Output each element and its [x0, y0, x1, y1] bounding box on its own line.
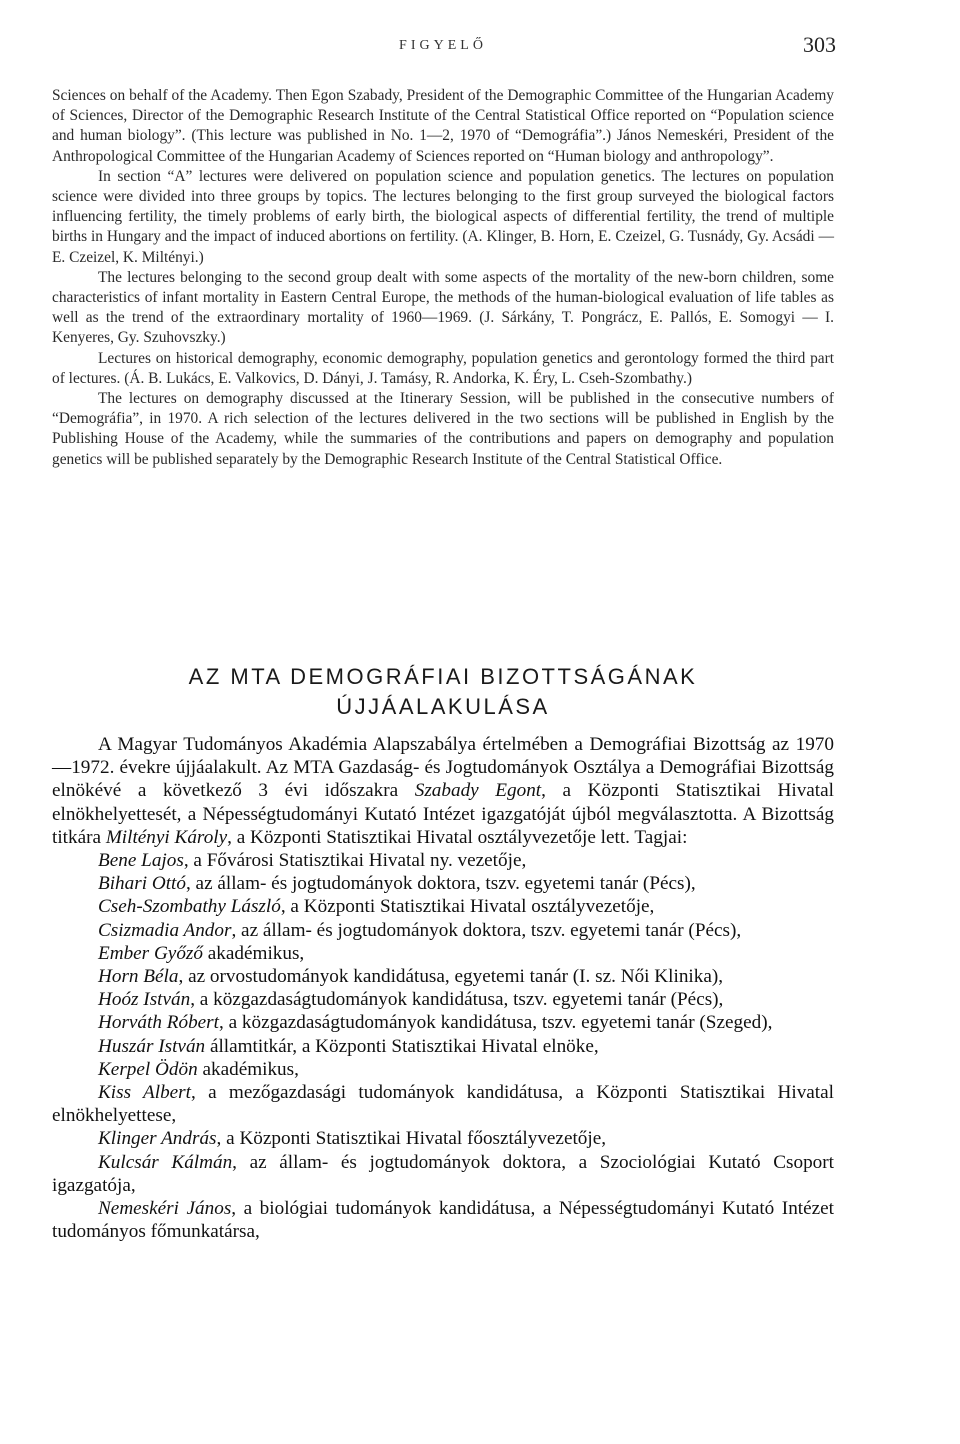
english-paragraph-3: The lectures belonging to the second group dealt with some aspects of the mortality of the new-born children, some characteristics of infant mortality in Eastern Central Europe, the methods of the human-biological evaluation of life tables as well as the trend of the extraordinary mortality of 1960—1969. (J. Sárkány, T. Pongrácz, E. Pallós, E. Somogyi — I. Kenyeres, Gy. Szuhovszky.)	[52, 268, 834, 347]
member-description: , a Központi Statisztikai Hivatal osztályvezetője,	[280, 896, 655, 918]
member-description: , a Központi Statisztikai Hivatal főosztályvezetője,	[216, 1128, 607, 1150]
secretary-name: Miltényi Károly	[105, 826, 228, 848]
intro-text: A Magyar Tudományos Akadémia Alapszabálya értelmében a Demográfiai Bizottság az 1970—1972. évekre újjáalakult. Az MTA Gazdaság- és Jogtudományok Osztálya a Demográfiai Bizottság elnökévé a következő 3 évi időszakra	[52, 734, 834, 802]
member-name: Bene Lajos	[98, 850, 184, 872]
member-description: , az állam- és jogtudományok doktora, a Szociológiai Kutató Csoport igazgatója,	[52, 1151, 834, 1196]
member-description: , a biológiai tudományok kandidátusa, a Népességtudományi Kutató Intézet tudományos főmunkatársa,	[52, 1198, 835, 1243]
member-name: Klinger András	[98, 1128, 217, 1150]
member-entry	[52, 1151, 834, 1197]
member-entry	[52, 988, 834, 1011]
article-title-line-2: ÚJJÁALAKULÁSA	[336, 694, 550, 719]
member-description: , az orvostudományok kandidátusa, egyetemi tanár (I. sz. Női Klinika),	[178, 966, 724, 988]
member-description: államtitkár, a Központi Statisztikai Hivatal elnöke,	[205, 1035, 599, 1057]
member-name: Hoóz István	[98, 989, 191, 1011]
member-name: Horváth Róbert	[98, 1012, 219, 1034]
hungarian-article-body	[52, 733, 834, 1243]
member-list	[52, 849, 834, 1243]
english-paragraph-2: In section “A” lectures were delivered on population science and population genetics. The lectures on population science were divided into three groups by topics. The lectures belonging to the first group surveyed the biological factors influencing fertility, the timely problems of early birth, the biological aspects of differential fertility, the trend of multiple births in Hungary and the impact of induced abortions on fertility. (A. Klinger, B. Horn, E. Czeizel, G. Tusnády, Gy. Acsádi — E. Czeizel, K. Miltényi.)	[52, 167, 834, 266]
article-title-line-1: AZ MTA DEMOGRÁFIAI BIZOTTSÁGÁNAK	[188, 664, 698, 689]
member-entry	[52, 1011, 834, 1034]
member-description: , az állam- és jogtudományok doktora, tszv. egyetemi tanár (Pécs),	[231, 919, 742, 941]
member-entry	[52, 872, 834, 895]
member-description: , a közgazdaságtudományok kandidátusa, tszv. egyetemi tanár (Szeged),	[218, 1012, 773, 1034]
journal-name: FIGYELŐ	[399, 38, 487, 53]
intro-end-text: , a Központi Statisztikai Hivatal osztályvezetője lett. Tagjai:	[227, 826, 688, 848]
member-entry	[52, 895, 834, 918]
member-name: Horn Béla	[98, 966, 179, 988]
member-name: Bihari Ottó	[98, 873, 186, 895]
member-entry	[52, 919, 834, 942]
member-description: akadémikus,	[197, 1058, 299, 1080]
member-name: Cseh-Szombathy László	[98, 896, 281, 918]
member-description: , az állam- és jogtudományok doktora, tszv. egyetemi tanár (Pécs),	[185, 873, 696, 895]
member-entry	[52, 1035, 834, 1058]
running-header	[52, 32, 836, 62]
page-number: 303	[803, 32, 836, 57]
english-report-section	[52, 86, 834, 470]
member-description: , a közgazdaságtudományok kandidátusa, tszv. egyetemi tanár (Pécs),	[190, 989, 724, 1011]
member-entry	[52, 1081, 834, 1127]
english-paragraph-1: Sciences on behalf of the Academy. Then Egon Szabady, President of the Demographic Committee of the Hungarian Academy of Sciences, Director of the Demographic Research Institute of the Central Statistical Office reported on “Population science and human biology”. (This lecture was published in No. 1—2, 1970 of “Demográfia”.) János Nemeskéri, President of the Anthropological Committee of the Hungarian Academy of Sciences reported on “Human biology and anthropology”.	[52, 87, 834, 165]
member-entry	[52, 1197, 834, 1243]
member-name: Kerpel Ödön	[98, 1058, 198, 1080]
member-description: , a mezőgazdasági tudományok kandidátusa, a Központi Statisztikai Hivatal elnökhelyettese,	[52, 1082, 834, 1127]
member-entry	[52, 1058, 834, 1081]
member-name: Huszár István	[98, 1035, 206, 1057]
member-name: Kulcsár Kálmán	[98, 1151, 233, 1173]
member-entry	[52, 1127, 834, 1150]
member-entry	[52, 942, 834, 965]
article-intro-paragraph	[52, 733, 834, 849]
member-description: , a Fővárosi Statisztikai Hivatal ny. vezetője,	[183, 850, 527, 872]
member-name: Csizmadia Andor	[98, 919, 232, 941]
member-entry	[52, 849, 834, 872]
member-name: Ember Győző	[98, 942, 203, 964]
english-paragraph-5: The lectures on demography discussed at the Itinerary Session, will be published in the consecutive numbers of “Demográfia”, in 1970. A rich selection of the lectures delivered in the two sections will be published in English by the Publishing House of the Academy, while the summaries of the contributions and papers on demography and population genetics will be published separately by the Demographic Research Institute of the Central Statistical Office.	[52, 390, 834, 468]
member-entry	[52, 965, 834, 988]
member-name: Nemeskéri János	[98, 1198, 232, 1220]
chair-name: Szabady Egont	[414, 780, 542, 802]
english-paragraph-4: Lectures on historical demography, economic demography, population genetics and gerontology formed the third part of lectures. (Á. B. Lukács, E. Valkovics, D. Dányi, J. Tamásy, R. Andorka, K. Éry, L. Cseh-Szombathy.)	[52, 349, 834, 387]
member-name: Kiss Albert	[98, 1082, 191, 1104]
member-description: akadémikus,	[202, 942, 305, 964]
article-title	[52, 662, 834, 722]
intro-middle-text: , a Központi Statisztikai Hivatal elnökhelyettesét, a Népességtudományi Kutató Intézet igazgatóját újból megválasztotta. A Bizottság titkára	[52, 780, 834, 848]
